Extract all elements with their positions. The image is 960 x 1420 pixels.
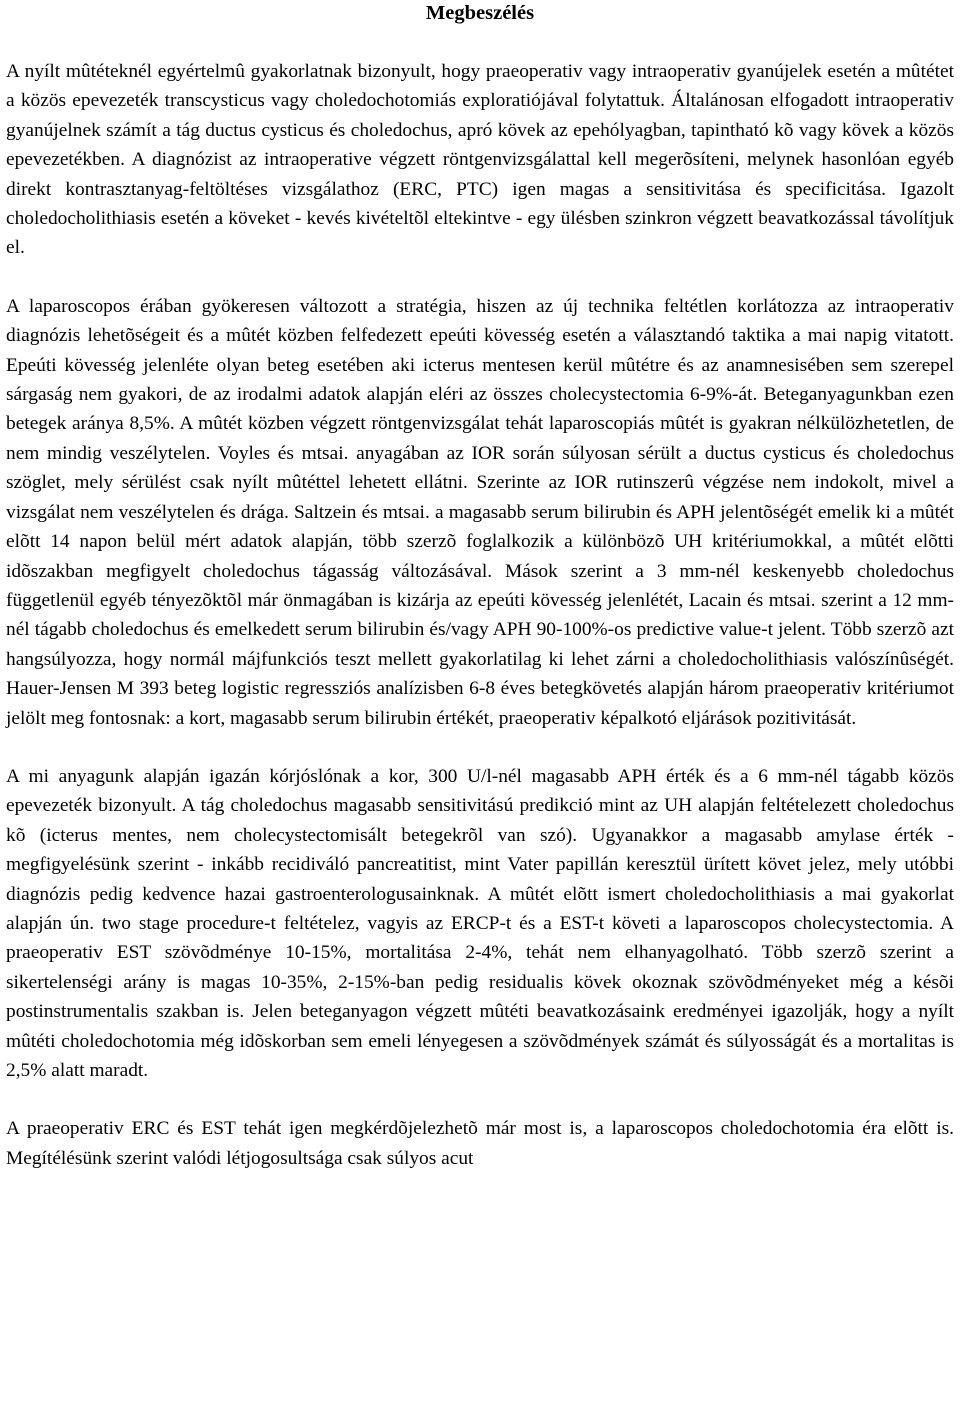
paragraph-open-surgery: A nyílt mûtéteknél egyértelmû gyakorlatnak bizonyult, hogy praeoperativ vagy intraoperativ gyanújelek esetén a mûtétet a közös epevezeték transcysticus vagy choledochotomiás exploratiójával folytattuk. Általánosan elfogadott intraoperativ gyanújelnek számít a tág ductus cysticus és choledochus, apró kövek az epehólyagban, tapintható kõ vagy kövek a közös epevezetékben. A diagnózist az intraoperative végzett röntgenvizsgálattal kell megerõsíteni, melynek hasonlóan egyéb direkt kontrasztanyag-feltöltéses vizsgálathoz (ERC, PTC) igen magas a sensitivitása és specificitása. Igazolt choledocholithiasis esetén a köveket - kevés kivételtõl eltekintve - egy ülésben szinkron végzett beavatkozással távolítjuk el. bbox=[6, 61, 954, 259]
paragraph-laparoscopic-era: A laparoscopos érában gyökeresen változott a stratégia, hiszen az új technika feltétlen korlátozza az intraoperativ diagnózis lehetõségeit és a mûtét közben felfedezett epeúti kövesség esetén a választandó taktika a mai napig vitatott. Epeúti kövesség jelenléte olyan beteg esetében aki icterus mentesen kerül mûtétre és az anamnesisében sem szerepel sárgaság nem gyakori, de az irodalmi adatok alapján eléri az összes cholecystectomia 6-9%-át. Beteganyagunkban ezen betegek aránya 8,5%. A mûtét közben végzett röntgenvizsgálat tehát laparoscopiás mûtét is gyakran nélkülözhetetlen, de nem mindig veszélytelen. Voyles és mtsai. anyagában az IOR során súlyosan sérült a ductus cysticus és choledochus szöglet, mely sérülést csak nyílt mûtéttel lehetett ellátni. Szerinte az IOR rutinszerû végzése nem indokolt, mivel a vizsgálat nem veszélytelen és drága. Saltzein és mtsai. a magasabb serum bilirubin és APH jelentõségét emelik ki a mûtét elõtt 14 napon belül mért adatok alapján, több szerzõ foglalkozik a különbözõ UH kritériumokkal, a mûtét elõtti idõszakban megfigyelt choledochus tágasság változásával. Mások szerint a 3 mm-nél keskenyebb choledochus függetlenül egyéb tényezõktõl már önmagában is kizárja az epeúti kövesség jelenlétét, Lacain és mtsai. szerint a 12 mm-nél tágabb choledochus és emelkedett serum bilirubin és/vagy APH 90-100%-os predictive value-t jelent. Több szerzõ azt hangsúlyozza, hogy normál májfunkciós teszt mellett gyakorlatilag ki lehet zárni a choledocholithiasis valószínûségét. Hauer-Jensen M 393 beteg logistic regressziós analízisben 6-8 éves betegkövetés alapján három praeoperativ kritériumot jelölt meg fontosnak: a kort, magasabb serum bilirubin értékét, praeoperativ képalkotó eljárások pozitivitását. bbox=[6, 295, 954, 729]
document-page bbox=[6, 0, 954, 1173]
section-heading: Megbeszélés bbox=[425, 2, 535, 24]
paragraph-own-material: A mi anyagunk alapján igazán kórjóslónak a kor, 300 U/l-nél magasabb APH érték és a 6 mm-nél tágabb közös epevezeték bizonyult. A tág choledochus magasabb sensitivitású predikció mint az UH alapján feltételezett choledochus kõ (icterus mentes, nem cholecystectomisált betegekrõl van szó). Ugyanakkor a magasabb amylase érték - megfigyelésünk szerint - inkább recidiváló pancreatitist, mint Vater papillán keresztül ürített követ jelez, mely utóbbi diagnózis pedig kedvence hazai gastroenterologusainknak. A mûtét elõtt ismert choledocholithiasis a mai gyakorlat alapján ún. two stage procedure-t feltételez, vagyis az ERCP-t és a EST-t követi a laparoscopos cholecystectomia. A praeoperativ EST szövõdménye 10-15%, mortalitása 2-4%, tehát nem elhanyagolható. Több szerzõ szerint a sikertelenségi arány is magas 10-35%, 2-15%-ban pedig residualis kövek okoznak szövõdményeket még a késõi postinstrumentalis szakban is. Jelen beteganyagon végzett mûtéti beavatkozásaink eredményei igazolják, hogy a nyílt mûtéti choledochotomia még idõskorban sem emeli lényegesen a szövõdmények számát és súlyosságát és a mortalitas is 2,5% alatt maradt. bbox=[6, 765, 954, 1081]
paragraph-preoperative-erc-est: A praeoperativ ERC és EST tehát igen megkérdõjelezhetõ már most is, a laparoscopos choledochotomia éra elõtt is. Megítélésünk szerint valódi létjogosultsága csak súlyos acut bbox=[6, 1118, 954, 1169]
